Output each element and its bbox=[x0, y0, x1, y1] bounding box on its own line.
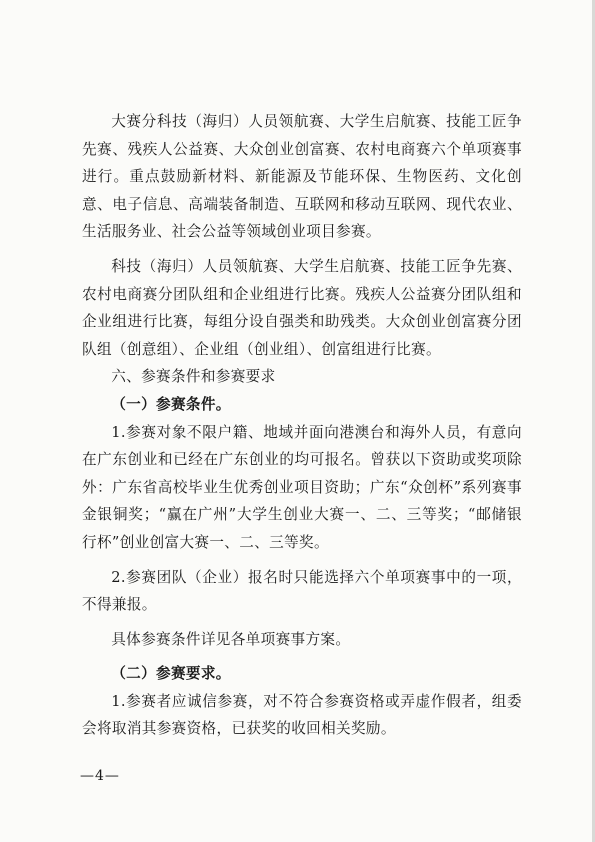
paragraph-requirement-1: 1.参赛者应诚信参赛，对不符合参赛资格或弄虚作假者，组委会将取消其参赛资格，已获奖的收回相关奖励。 bbox=[82, 692, 522, 738]
paragraph-condition-2: 2.参赛团队（企业）报名时只能选择六个单项赛事中的一项，不得兼报。 bbox=[82, 568, 522, 614]
paragraph-competition-categories: 大赛分科技（海归）人员领航赛、大学生启航赛、技能工匠争先赛、残疾人公益赛、大众创业创富赛、农村电商赛六个单项赛事进行。重点鼓励新材料、新能源及节能环保、生物医药、文化创意、电子信息、高端装备制造、互联网和移动互联网、现代农业、生活服务业、社会公益等领域创业项目参赛。 bbox=[82, 113, 522, 241]
subheading-conditions: （一）参赛条件。 bbox=[111, 395, 231, 413]
paragraph-condition-1: 1.参赛对象不限户籍、地域并面向港澳台和海外人员，有意向在广东创业和已经在广东创业的均可报名。曾获以下资助或奖项除外：广东省高校毕业生优秀创业项目资助；广东“众创杯”系列赛事金银铜奖；“赢在广州”大学生创业大赛一、二、三等奖；“邮储银行杯”创业创富大赛一、二、三等奖。 bbox=[82, 423, 522, 551]
paragraph-group-divisions: 科技（海归）人员领航赛、大学生启航赛、技能工匠争先赛、农村电商赛分团队组和企业组进行比赛。残疾人公益赛分团队组和企业组进行比赛，每组分设自强类和助残类。大众创业创富赛分团队组（创意组）、企业组（创业组）、创富组进行比赛。 bbox=[82, 257, 522, 358]
section-heading-eligibility: 六、参赛条件和参赛要求 bbox=[111, 368, 276, 386]
paragraph-condition-details: 具体参赛条件详见各单项赛事方案。 bbox=[111, 630, 351, 648]
document-body bbox=[82, 108, 522, 743]
subheading-requirements: （二）参赛要求。 bbox=[111, 665, 231, 683]
page-number: —4— bbox=[80, 768, 120, 784]
